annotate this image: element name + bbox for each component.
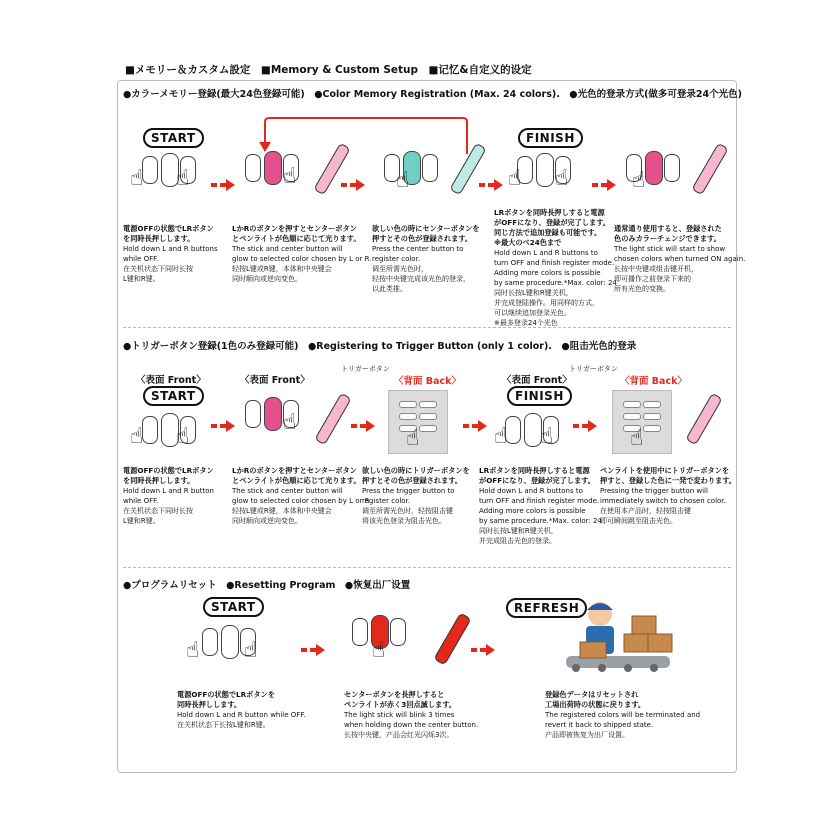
step-2-1-text: 電源OFFの状態でLRボタン を同時長押しします。 Hold down L and R button while OFF. 在关机状态下同时长按 L键和R键。 (123, 466, 214, 525)
arrow-right-icon (478, 420, 487, 432)
factory-worker-illustration (562, 594, 674, 676)
start-badge: START (203, 597, 264, 617)
trigger-button-label: トリガーボタン (569, 365, 618, 373)
step-3-1-text: 電源OFFの状態でLRボタンを 同時長押しします。 Hold down L and R button while OFF. 在关机状态下长按L键和R键。 (177, 690, 306, 729)
step-2-5-text: ペンライトを使用中にトリガーボタンを 押すと、登録した色に一発で変わります。 Pressing the trigger button will immediately switch to chosen color. 在使用本产品时，轻按阻击键 即可瞬间跳至阻击光色。 (600, 466, 736, 525)
refresh-badge: REFRESH (506, 598, 587, 618)
step-3-3-text: 登録色データはリセットされ 工場出荷時の状態に戻ります。 The registered colors will be terminated and revert it back to shipped state. 产品即被恢复为出厂设置。 (545, 690, 701, 739)
trigger-button-label: トリガーボタン (341, 365, 390, 373)
arrow-right-icon (366, 420, 375, 432)
hand-icon: ☝ (494, 424, 508, 449)
arrow-right-icon (607, 179, 616, 191)
start-badge: START (143, 128, 204, 148)
hand-icon: ☝ (244, 638, 258, 663)
arrow-right-icon (494, 179, 503, 191)
hand-icon: ☝ (508, 166, 522, 191)
remote-illustration (382, 150, 440, 184)
front-label: 〈表面 Front〉 (502, 375, 572, 386)
hand-icon: ☝ (555, 166, 569, 191)
hand-icon: ☝ (176, 424, 190, 449)
back-label: 〈背面 Back〉 (620, 376, 687, 387)
section-divider (123, 327, 731, 328)
hand-icon: ☝ (630, 426, 644, 451)
section-divider (123, 567, 731, 568)
hand-icon: ☝ (406, 426, 420, 451)
start-badge: START (143, 386, 204, 406)
page-title: ■メモリー＆カスタム設定 ■Memory & Custom Setup ■记忆&自定义的设定 (125, 64, 532, 76)
front-label: 〈表面 Front〉 (136, 375, 206, 386)
hand-icon: ☝ (632, 168, 646, 193)
hand-icon: ☝ (372, 638, 386, 663)
step-3-2-text: センターボタンを長押しすると ペンライトが赤く3回点滅します。 The light stick will blink 3 times when holding down the center button. 长按中央键，产品会红光闪烁3次。 (344, 690, 479, 739)
arrow-right-icon (316, 644, 325, 656)
arrow-right-icon (226, 179, 235, 191)
hand-icon: ☝ (540, 424, 554, 449)
hand-icon: ☝ (396, 168, 410, 193)
hand-icon: ☝ (186, 638, 200, 663)
back-label: 〈背面 Back〉 (394, 376, 461, 387)
step-1-1-text: 電源OFFの状態でLRボタン を同時長押しします。 Hold down L and R buttons while OFF. 在关机状态下同时长按 L键和R键。 (123, 224, 218, 283)
arrow-right-icon (226, 420, 235, 432)
section-title-trigger-button: ●トリガーボタン登録(1色のみ登録可能) ●Registering to Trigger Button (only 1 color). ●阻击光色的登录 (123, 341, 637, 352)
hand-icon: ☝ (283, 410, 297, 435)
step-1-2-text: LかRのボタンを押すとセンターボタン とペンライトが色順に応じて光ります。 The stick and center button will glow to selected color chosen by L or R. 轻按L键或R键，本体和中央键会 同时顺向或逆向变色。 (232, 224, 372, 283)
hand-icon: ☝ (130, 424, 144, 449)
arrow-right-icon (486, 644, 495, 656)
finish-badge: FINISH (507, 386, 572, 406)
arrow-right-icon (588, 420, 597, 432)
arrow-right-icon (356, 179, 365, 191)
step-1-3-text: 欲しい色の時にセンターボタンを 押すとその色が登録されます。 Press the center button to register color. 调至所需光色时， 轻按中央键完成该光色的登录， 以此类推。 (372, 224, 480, 293)
step-2-3-text: 欲しい色の時にトリガーボタンを 押すとその色が登録されます。 Press the trigger button to register color. 调至所需光色时，轻按阻击键 将该光色登录为阻击光色。 (362, 466, 470, 525)
hand-icon: ☝ (130, 166, 144, 191)
step-1-5-text: 通常通り使用すると、登録された 色のみカラーチェンジできます。 The light stick will start to show chosen colors when turned ON again. 长按中央键或组击键开机， 即可播作之前登录下来的 所有光色的变换。 (614, 224, 746, 293)
finish-badge: FINISH (518, 128, 583, 148)
hand-icon: ☝ (176, 166, 190, 191)
section-title-reset: ●プログラムリセット ●Resetting Program ●恢复出厂设置 (123, 580, 411, 591)
hand-icon: ☝ (283, 164, 297, 189)
step-2-4-text: LRボタンを同時長押しすると電源 がOFFになり、登録が完了します。 Hold down L and R buttons to turn OFF and finish register mode. Adding more colors is possible by same procedure.*Max. color: 24 同时长按L键和R键关机， 并完成阻击光色的登录。 (479, 466, 602, 545)
step-2-2-text: LかRのボタンを押すとセンターボタン とペンライトが色順に応じて光ります。 The stick and center button will glow to selected color chosen by L or R. 轻按L键或R键，本体和中央键会 同时顺向或逆向变色。 (232, 466, 372, 525)
front-label: 〈表面 Front〉 (240, 375, 310, 386)
section-title-color-memory: ●カラーメモリー登録(最大24色登録可能) ●Color Memory Registration (Max. 24 colors). ●光色的登录方式(做多可登录24个光色) (123, 89, 742, 100)
step-1-4-text: LRボタンを同時長押しすると電源 がOFFになり、登録が完了します。 同じ方法で追加登録も可能です。 ※最大のべ24色まで Hold down L and R buttons to turn OFF and finish register mode. Adding more colors is possible by same procedure.*Max. color: 24 同时长按L键和R键关机， 并完成登陆操作。用同样的方式， 可以继续追加登录光色。 ※最多登录24个光色 (494, 208, 617, 327)
